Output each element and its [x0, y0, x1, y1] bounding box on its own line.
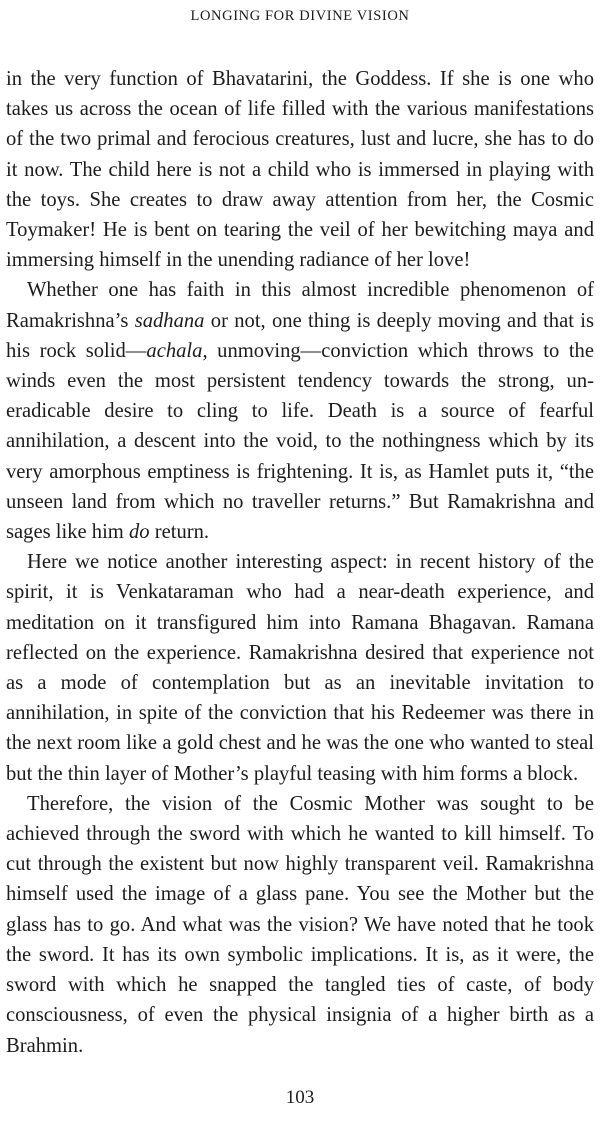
- paragraph-4: [6, 789, 594, 1061]
- paragraph-4-segment-1: Therefore, the vision of the Cosmic Mother was sought to be achieved through the sword with which he wanted to kill himself. To cut through the existent but now highly transparent veil. Ramakrishna himself used the image of a glass pane. You see the Mother but the glass has to go. And what was the vision? We have noted that he took the sword. It has its own symbolic implications. It is, as it were, the sword with which he snapped the tangled ties of caste, of body consciousness, of even the physical insignia of a higher birth as a Brahmin.: [6, 792, 594, 1057]
- paragraph-2-segment-3: or not, one thing is deeply moving and that is his rock solid—: [6, 309, 594, 362]
- paragraph-2-italic-sadhana: sadhana: [134, 309, 205, 332]
- body-text: [6, 64, 594, 1061]
- paragraph-2-italic-do: do: [128, 521, 150, 544]
- paragraph-2-segment-5: , unmoving—conviction which throws to the winds even the most persistent tendency towards the strong, un-eradicable desire to cling to life. Death is a source of fearful annihilation, a descent into the void, to the nothingness which by its very amorphous emptiness is frightening. It is, as Hamlet puts it, “the unseen land from which no traveller returns.” But Ramakrishna and sages like him: [6, 339, 594, 544]
- paragraph-1: [6, 64, 594, 275]
- paragraph-2-italic-achala: achala: [146, 339, 203, 362]
- running-head: LONGING FOR DIVINE VISION: [190, 8, 410, 24]
- paragraph-2: [6, 275, 594, 547]
- paragraph-2-segment-1: Whether one has faith in this almost incredible phenomenon of Ramakrishna’s: [6, 279, 594, 332]
- paragraph-3-segment-1: Here we notice another interesting aspect: in recent history of the spirit, it is Venkataraman who had a near-death experience, and meditation on it transfigured him into Ramana Bhagavan. Ramana reflected on the experience. Ramakrishna desired that experience not as a mode of contemplation but as an inevitable invitation to annihilation, in spite of the conviction that his Redeemer was there in the next room like a gold chest and he was the one who wanted to steal but the thin layer of Mother’s playful teasing with him forms a block.: [6, 551, 594, 785]
- paragraph-2-segment-7: return.: [149, 521, 210, 544]
- paragraph-3: [6, 547, 594, 789]
- paragraph-1-segment-1: in the very function of Bhavatarini, the Goddess. If she is one who takes us across the ocean of life filled with the various manifestations of the two primal and ferocious creatures, lust and lucre, she has to do it now. The child here is not a child who is immersed in playing with the toys. She creates to draw away attention from her, the Cosmic Toymaker! He is bent on tearing the veil of her bewitching maya and immersing himself in the unending radiance of her love!: [6, 68, 594, 272]
- page-number: 103: [285, 1087, 315, 1108]
